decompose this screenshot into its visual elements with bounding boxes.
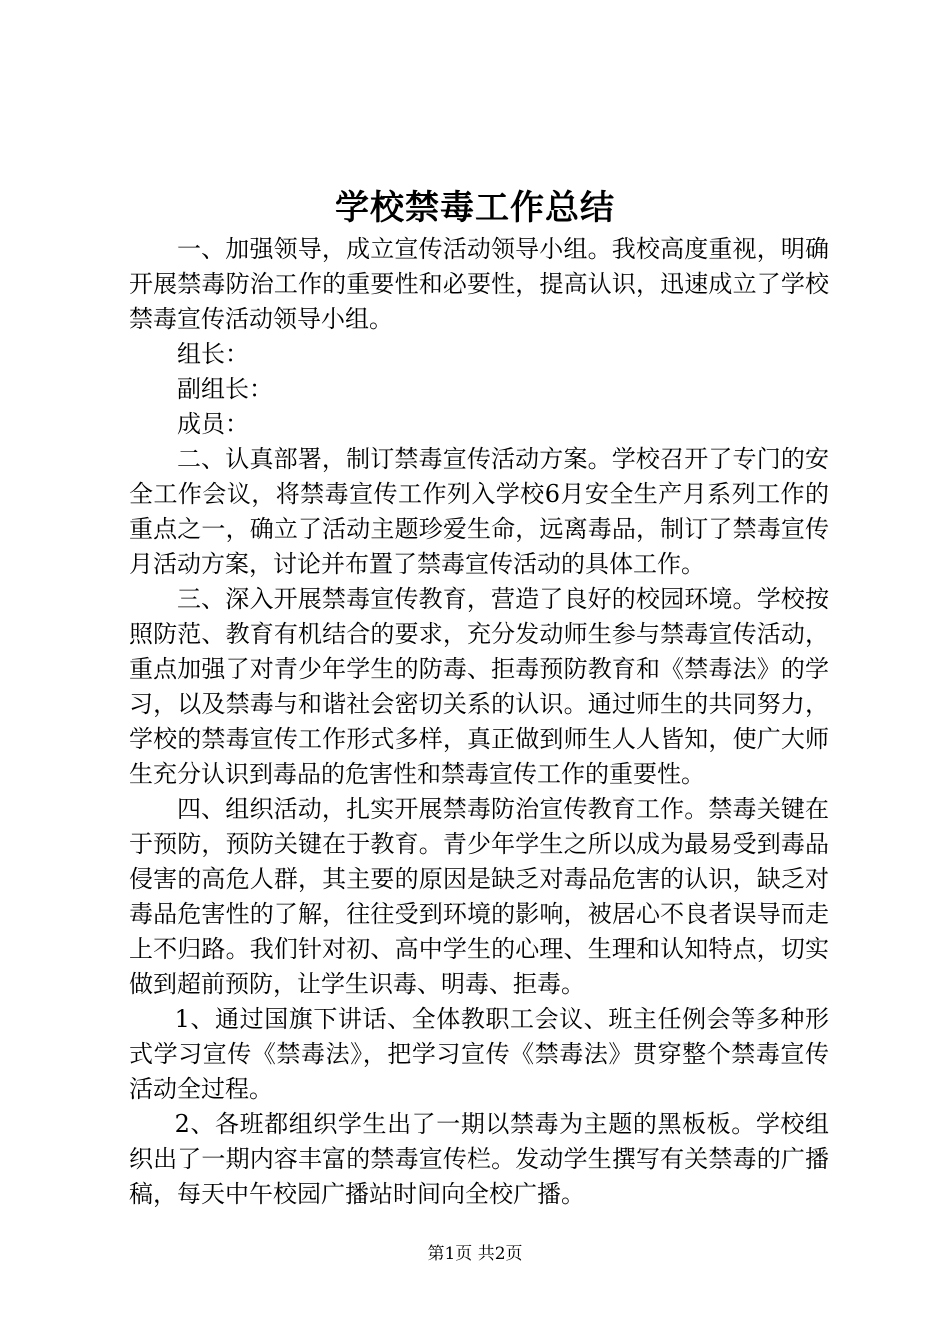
paragraph-section-1: 一、加强领导，成立宣传活动领导小组。我校高度重视，明确开展禁毒防治工作的重要性和必要性，提高认识，迅速成立了学校禁毒宣传活动领导小组。 xyxy=(129,235,829,333)
page-footer: 第1页 共2页 xyxy=(427,1244,523,1264)
document-body xyxy=(129,232,829,1212)
paragraph-item-2: 2、各班都组织学生出了一期以禁毒为主题的黑板板。学校组织出了一期内容丰富的禁毒宣传栏。发动学生撰写有关禁毒的广播稿，每天中午校园广播站时间向全校广播。 xyxy=(129,1110,829,1208)
paragraph-section-3: 三、深入开展禁毒宣传教育，营造了良好的校园环境。学校按照防范、教育有机结合的要求，充分发动师生参与禁毒宣传活动，重点加强了对青少年学生的防毒、拒毒预防教育和《禁毒法》的学习，以及禁毒与和谐社会密切关系的认识。通过师生的共同努力，学校的禁毒宣传工作形式多样，真正做到师生人人皆知，使广大师生充分认识到毒品的危害性和禁毒宣传工作的重要性。 xyxy=(129,585,829,788)
paragraph-item-1: 1、通过国旗下讲话、全体教职工会议、班主任例会等多种形式学习宣传《禁毒法》，把学习宣传《禁毒法》贯穿整个禁毒宣传活动全过程。 xyxy=(129,1005,829,1103)
paragraph-section-2: 二、认真部署，制订禁毒宣传活动方案。学校召开了专门的安全工作会议，将禁毒宣传工作列入学校6月安全生产月系列工作的重点之一，确立了活动主题珍爱生命，远离毒品，制订了禁毒宣传月活动方案，讨论并布置了禁毒宣传活动的具体工作。 xyxy=(129,445,829,578)
paragraph-members: 成员： xyxy=(177,410,249,438)
paragraph-deputy-leader: 副组长： xyxy=(177,375,273,403)
document-title: 学校禁毒工作总结 xyxy=(335,188,615,228)
paragraph-section-4: 四、组织活动，扎实开展禁毒防治宣传教育工作。禁毒关键在于预防，预防关键在于教育。青少年学生之所以成为最易受到毒品侵害的高危人群，其主要的原因是缺乏对毒品危害的认识，缺乏对毒品危害性的了解，往往受到环境的影响，被居心不良者误导而走上不归路。我们针对初、高中学生的心理、生理和认知特点，切实做到超前预防，让学生识毒、明毒、拒毒。 xyxy=(129,795,829,998)
paragraph-team-leader: 组长： xyxy=(177,340,249,368)
